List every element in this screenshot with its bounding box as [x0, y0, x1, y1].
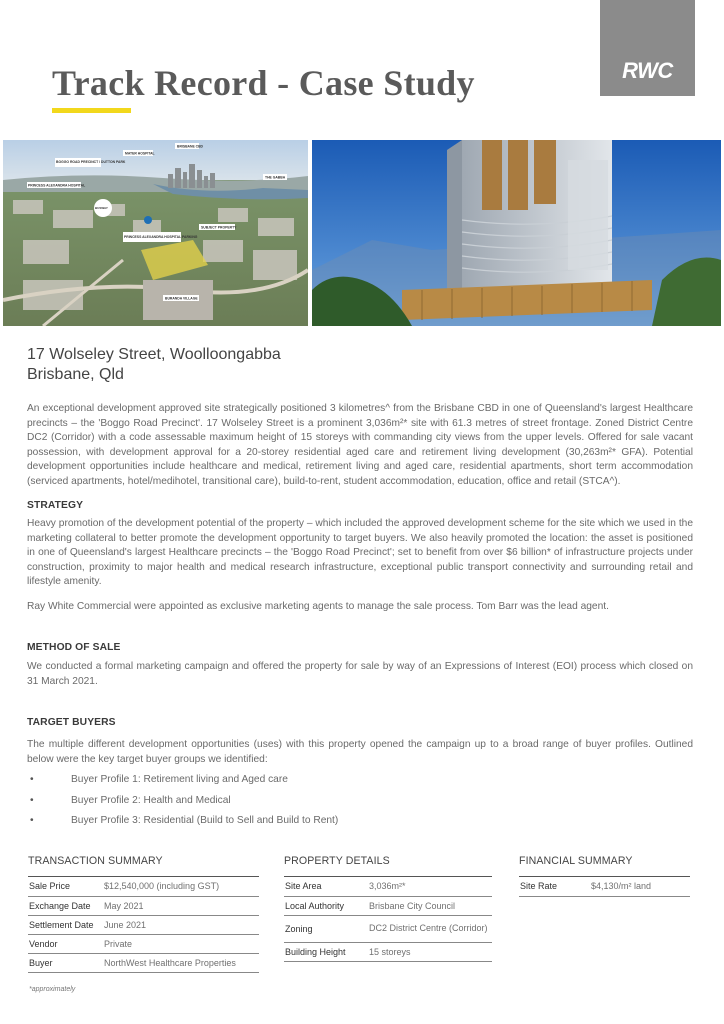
rwc-logo — [600, 0, 695, 96]
map-label: BOGGO ROAD PRECINCT / DUTTON PARK — [56, 160, 126, 164]
transaction-summary-table — [28, 877, 259, 973]
map-label: PRINCESS ALEXANDRA HOSPITAL PARKING — [124, 235, 198, 239]
address-line-1: 17 Wolseley Street, Woolloongabba — [27, 346, 281, 363]
table-row: Building Height 15 storeys — [284, 942, 492, 961]
map-label: MATER HOSPITAL — [125, 151, 155, 156]
strategy-heading: STRATEGY — [27, 500, 84, 511]
method-paragraph: We conducted a formal marketing campaign and offered the property for sale by way of an Expressions of Interest (EOI) process which closed on 31 March 2021. — [27, 661, 693, 687]
tower-render — [312, 140, 721, 326]
financial-summary-table — [519, 877, 690, 897]
map-label: THE GABBA — [265, 175, 286, 180]
footnote: *approximately — [29, 986, 76, 993]
map-label: PRINCESS ALEXANDRA HOSPITAL — [28, 183, 86, 188]
table-row: Settlement Date June 2021 — [28, 915, 259, 934]
map-label: BRISBANE CBD — [177, 144, 203, 149]
title-underline — [52, 108, 131, 113]
bullet-icon: • — [30, 794, 34, 806]
strategy-agent-paragraph: Ray White Commercial were appointed as exclusive marketing agents to manage the sale process. Tom Barr was the lead agent. — [27, 601, 609, 612]
table-row: Zoning DC2 District Centre (Corridor) — [284, 915, 492, 942]
strategy-paragraph: Heavy promotion of the development potential of the property – which included the approved development scheme for the site which we used in the marketing collateral to better promote the development opportunity to target buyers. We also heavily promoted the location: the asset is positioned in one of Queensland's largest Healthcare precincts – the 'Boggo Road Precinct'; set to benefit from over $6 billion* of infrastructure projects under construction, proximity to major health and medical research infrastructure, exceptional public transport connectivity and surrounding retail and lifestyle amenity. — [27, 518, 693, 588]
buyers-paragraph: The multiple different development opportunities (uses) with this property opened the campaign up to a broad range of buyer profiles. Outlined below were the key target buyer groups we identified: — [27, 739, 693, 765]
financial-summary-title: FINANCIAL SUMMARY — [519, 855, 633, 867]
address-line-2: Brisbane, Qld — [27, 366, 124, 383]
method-heading: METHOD OF SALE — [27, 642, 121, 653]
map-label: SUBJECT PROPERTY — [201, 225, 237, 230]
buyers-heading: TARGET BUYERS — [27, 717, 116, 728]
bullet-icon: • — [30, 815, 34, 827]
table-row: Site Area 3,036m²* — [284, 877, 492, 896]
transaction-summary-title: TRANSACTION SUMMARY — [28, 855, 163, 867]
list-item: • Buyer Profile 2: Health and Medical — [30, 794, 231, 806]
map-label: BURANDA VILLAGE — [165, 296, 198, 301]
table-row: Buyer NorthWest Healthcare Properties — [28, 953, 259, 972]
logo-text: RWC — [622, 58, 673, 83]
table-row: Local Authority Brisbane City Council — [284, 896, 492, 915]
table-row: Site Rate $4,130/m² land — [519, 877, 690, 896]
list-item: • Buyer Profile 1: Retirement living and Aged care — [30, 774, 288, 785]
property-details-title: PROPERTY DETAILS — [284, 855, 390, 867]
map-label: BUSWAY — [95, 206, 108, 210]
aerial-photo — [3, 140, 308, 326]
property-address — [27, 345, 281, 385]
table-row: Exchange Date May 2021 — [28, 896, 259, 915]
buyer-profile-list — [27, 773, 627, 835]
page-title: Track Record - Case Study — [52, 63, 475, 103]
table-row: Sale Price $12,540,000 (including GST) — [28, 877, 259, 896]
list-item: • Buyer Profile 3: Residential (Build to Sell and Build to Rent) — [30, 815, 339, 827]
bullet-icon: • — [30, 774, 34, 785]
intro-paragraph: An exceptional development approved site strategically positioned 3 kilometres^ from the Brisbane CBD in one of Queensland's largest Healthcare precincts – the 'Boggo Road Precinct'. 17 Wolseley Street is a prominent 3,036m²* site with 61.3 metres of street frontage. Zoned District Centre DC2 (Corridor) with a code assessable maximum height of 15 storeys with commanding city views from the upper levels. Offered for sale vacant possession, with development approval for a 20-storey residential aged care and retirement living development (30,263m²* GFA). Potential development opportunities include healthcare and medical, retirement living and aged care, residential apartments, short term accommodation (serviced apartments, hotel/medihotel, transitional care), build-to-rent, student accommodation, education, office and retail (STCA^). — [27, 403, 693, 487]
table-row: Vendor Private — [28, 934, 259, 953]
property-details-table — [284, 877, 492, 962]
